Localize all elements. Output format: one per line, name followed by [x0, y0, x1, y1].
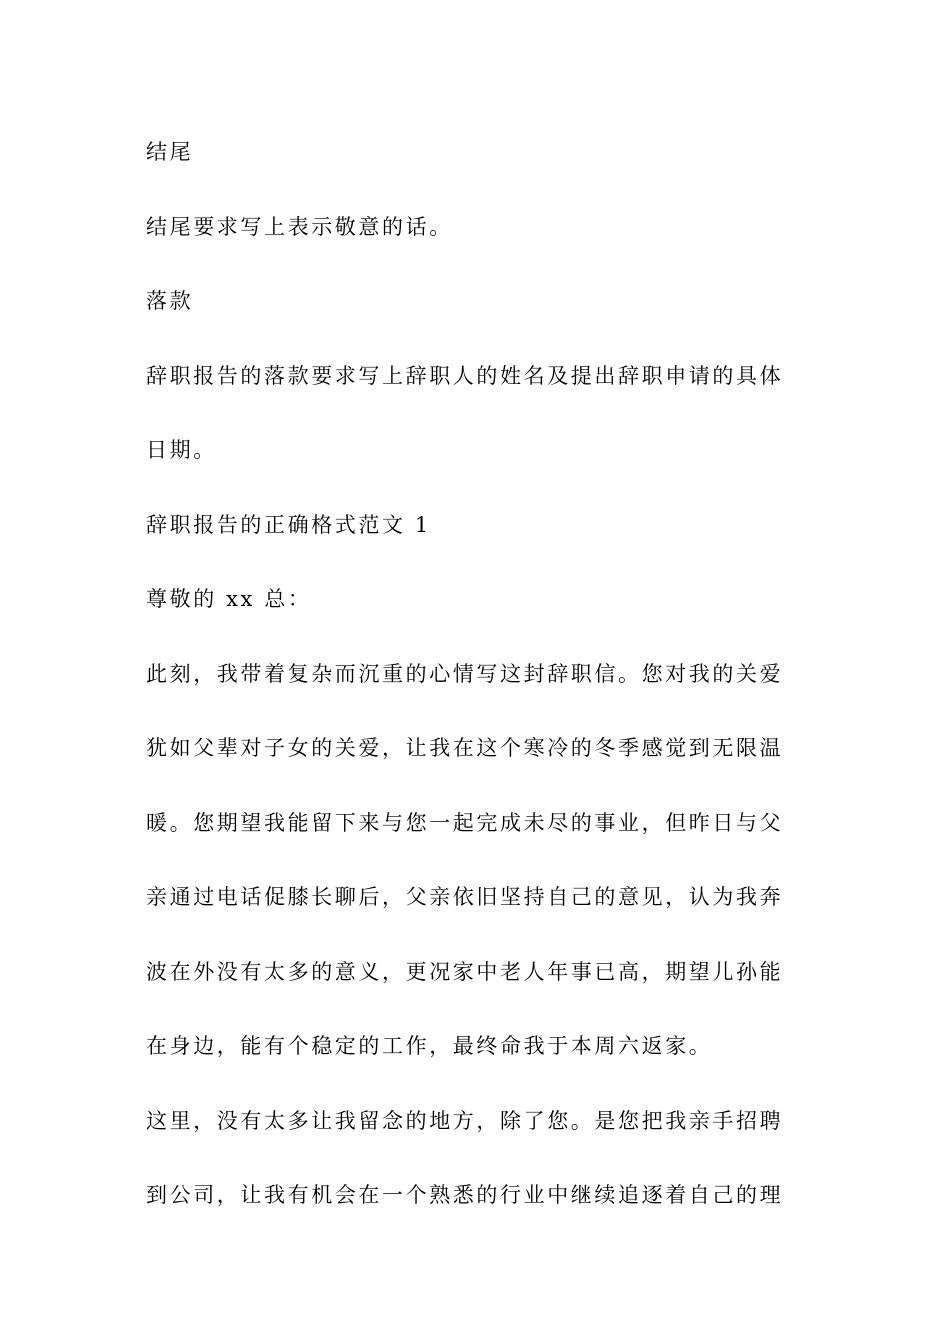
- letter-paragraph-1-line-2: 犹如父辈对子女的关爱，让我在这个寒冷的冬季感觉到无限温: [146, 736, 784, 760]
- letter-paragraph-1-line-4: 亲通过电话促膝长聊后，父亲依旧坚持自己的意见，认为我奔: [146, 885, 784, 909]
- paragraph-signature-line-2: 日期。: [146, 438, 217, 462]
- sample-title: 辞职报告的正确格式范文 1: [146, 513, 431, 537]
- letter-paragraph-1-line-6: 在身边，能有个稳定的工作，最终命我于本周六返家。: [146, 1034, 713, 1058]
- paragraph-ending: 结尾要求写上表示敬意的话。: [146, 215, 453, 239]
- letter-paragraph-1-line-1: 此刻，我带着复杂而沉重的心情写这封辞职信。您对我的关爱: [146, 662, 784, 686]
- salutation: 尊敬的 xx 总：: [146, 587, 312, 611]
- letter-paragraph-1-line-5: 波在外没有太多的意义，更况家中老人年事已高，期望儿孙能: [146, 960, 784, 984]
- section-heading-ending: 结尾: [146, 140, 194, 164]
- letter-paragraph-1-line-3: 暖。您期望我能留下来与您一起完成未尽的事业，但昨日与父: [146, 811, 784, 835]
- letter-paragraph-2-line-1: 这里，没有太多让我留念的地方，除了您。是您把我亲手招聘: [146, 1109, 784, 1133]
- paragraph-signature-line-1: 辞职报告的落款要求写上辞职人的姓名及提出辞职申请的具体: [146, 364, 784, 388]
- letter-paragraph-2-line-2: 到公司，让我有机会在一个熟悉的行业中继续追逐着自己的理: [146, 1183, 784, 1207]
- section-heading-signature: 落款: [146, 289, 194, 313]
